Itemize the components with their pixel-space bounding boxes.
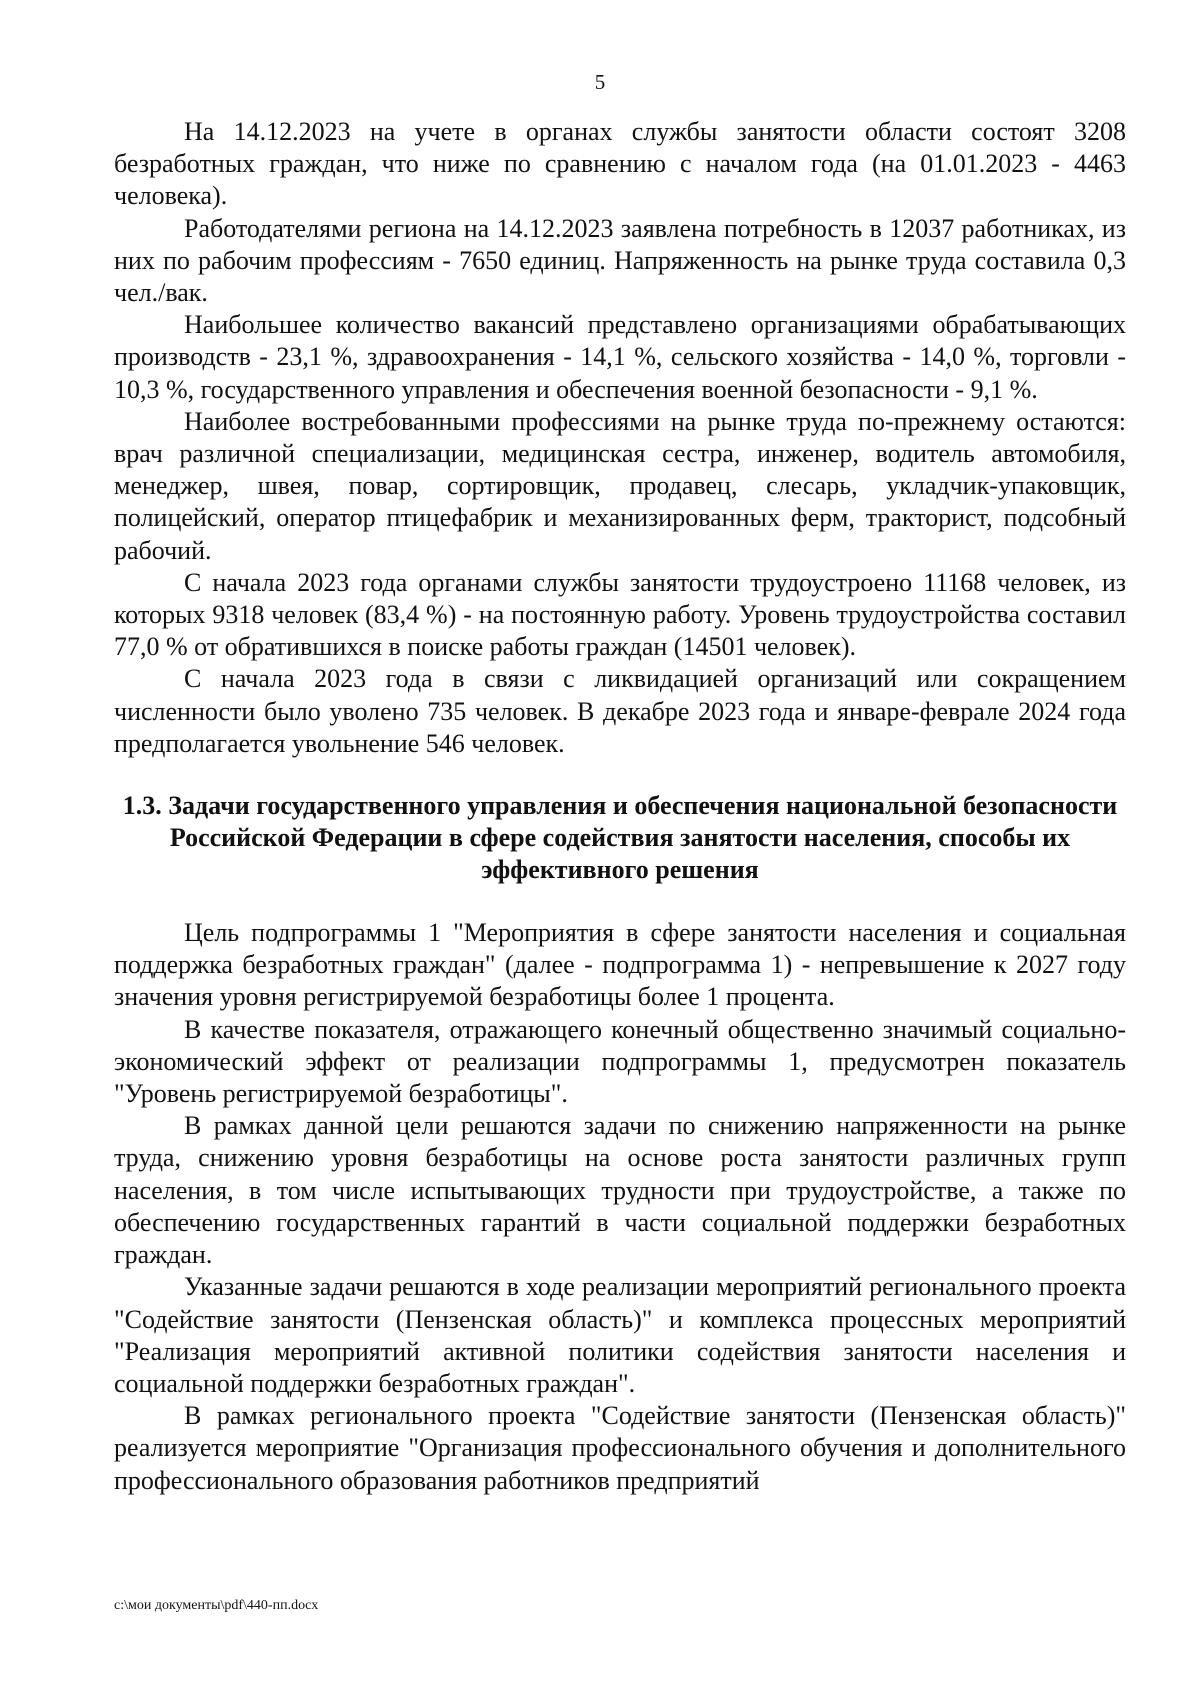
document-body [114, 116, 1126, 1497]
paragraph-indicator: В качестве показателя, отражающего конечный общественно значимый социально-экономический эффект от реализации подпрограммы 1, предусмотрен показатель "Уровень регистрируемой безработицы". [114, 1014, 1126, 1109]
paragraph-tasks: В рамках данной цели решаются задачи по снижению напряженности на рынке труда, снижению уровня безработицы на основе роста занятости различных групп населения, в том числе испытывающих трудности при трудоустройстве, а также по обеспечению государственных гарантий в части социальной поддержки безработных граждан. [114, 1111, 1126, 1270]
paragraph-subprogram-goal: Цель подпрограммы 1 "Мероприятия в сфере занятости населения и социальная поддержка безработных граждан" (далее - подпрограмма 1) - непревышение к 2027 году значения уровня регистрируемой безработицы более 1 процента. [114, 918, 1126, 1012]
paragraph-employment-results: С начала 2023 года органами службы занятости трудоустроено 11168 человек, из которых 9318 человек (83,4 %) - на постоянную работу. Уровень трудоустройства составил 77,0 % от обратившихся в поиске работы граждан (14501 человек). [114, 567, 1126, 662]
page-number: 5 [594, 70, 606, 94]
footer-file-path: c:\мои документы\pdf\440-пп.docx [114, 1598, 319, 1613]
paragraph-employer-demand: Работодателями региона на 14.12.2023 заявлена потребность в 12037 работниках, из них по рабочим профессиям - 7650 единиц. Напряженность на рынке труда составила 0,3 чел./вак. [114, 213, 1126, 308]
section-heading: 1.3. Задачи государственного управления и обеспечения национальной безопасности Российской Федерации в сфере содействия занятости населения, способы их эффективного решения [122, 791, 1118, 885]
paragraph-unemployed-count: На 14.12.2023 на учете в органах службы занятости области состоят 3208 безработных граждан, что ниже по сравнению с началом года (на 01.01.2023 - 4463 человека). [114, 117, 1126, 211]
paragraph-dismissals: С начала 2023 года в связи с ликвидацией организаций или сокращением численности было уволено 735 человек. В декабре 2023 года и январе-феврале 2024 года предполагается увольнение 546 человек. [114, 664, 1126, 758]
paragraph-vacancies-by-sector: Наибольшее количество вакансий представлено организациями обрабатывающих производств - 23,1 %, здравоохранения - 14,1 %, сельского хозяйства - 14,0 %, торговли - 10,3 %, государственного управления и обеспечения военной безопасности - 9,1 %. [114, 310, 1126, 404]
paragraph-demanded-professions: Наиболее востребованными профессиями на рынке труда по-прежнему остаются: врач различной специализации, медицинская сестра, инженер, водитель автомобиля, менеджер, швея, повар, сортировщик, продавец, слесарь, укладчик-упаковщик, полицейский, оператор птицефабрик и механизированных ферм, тракторист, подсобный рабочий. [114, 406, 1126, 565]
paragraph-project-measures: Указанные задачи решаются в ходе реализации мероприятий регионального проекта "Содействие занятости (Пензенская область)" и комплекса процессных мероприятий "Реализация мероприятий активной политики содействия занятости населения и социальной поддержки безработных граждан". [114, 1272, 1126, 1398]
paragraph-regional-project: В рамках регионального проекта "Содействие занятости (Пензенская область)" реализуется мероприятие "Организация профессионального обучения и дополнительного профессионального образования работников предприятий [114, 1401, 1126, 1495]
